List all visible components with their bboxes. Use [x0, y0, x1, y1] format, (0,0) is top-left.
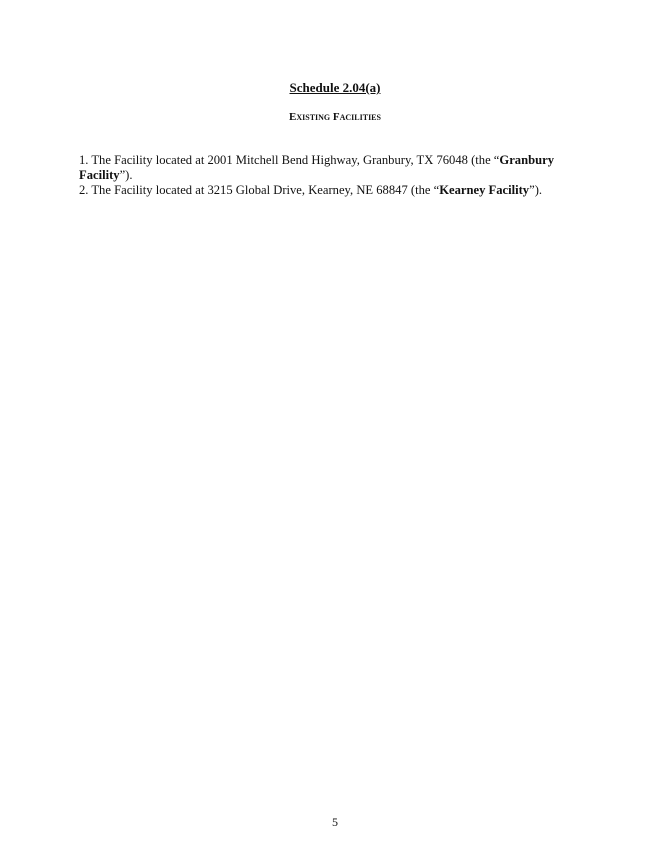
item-text-end: ”). — [119, 168, 133, 182]
section-heading: Existing Facilities — [289, 111, 381, 123]
page-number: 5 — [332, 815, 338, 829]
facility-list — [79, 153, 584, 198]
facility-name: Kearney Facility — [439, 183, 530, 197]
list-item — [79, 153, 584, 183]
list-item — [79, 183, 584, 198]
item-text-end: ”). — [529, 183, 543, 197]
schedule-title: Schedule 2.04(a) — [289, 80, 381, 95]
item-text: 1. The Facility located at 2001 Mitchell Bend Highway, Granbury, TX 76048 (the “ — [79, 153, 500, 167]
facility-name: Granbury Facility — [79, 153, 554, 182]
item-text: 2. The Facility located at 3215 Global Drive, Kearney, NE 68847 (the “ — [79, 183, 440, 197]
